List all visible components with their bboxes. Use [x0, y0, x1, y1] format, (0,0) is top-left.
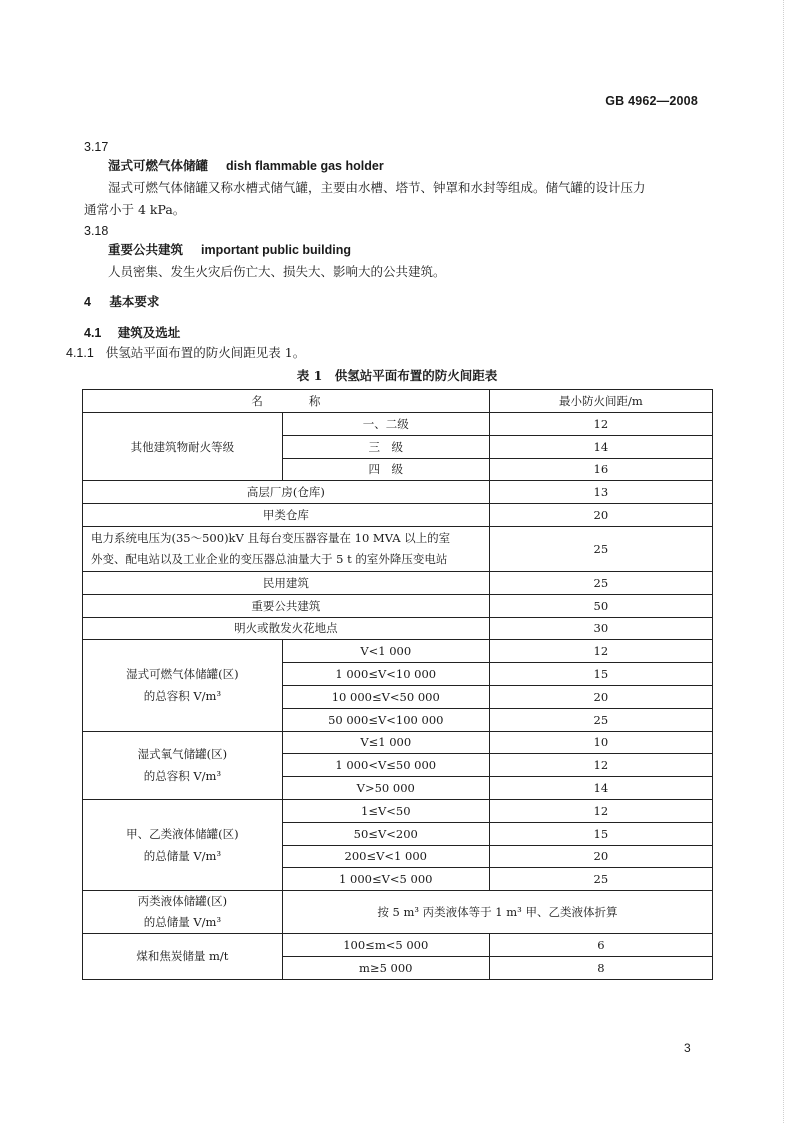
sub-item: 1 000≤V<5 000: [282, 868, 489, 891]
label-line2: 的总储量 V/m³: [143, 849, 222, 864]
sub-item: 100≤m<5 000: [282, 934, 489, 957]
section-title: 基本要求: [109, 294, 160, 309]
distance-value: 20: [489, 685, 712, 708]
distance-value: 20: [489, 845, 712, 868]
table-row: [83, 481, 713, 504]
term-cn: 湿式可燃气体储罐: [108, 158, 209, 173]
sub-item: 1 000<V≤50 000: [282, 754, 489, 777]
sub-item: m≥5 000: [282, 956, 489, 979]
power-station-item: [83, 526, 490, 571]
label-line2: 的总容积 V/m³: [143, 689, 222, 704]
liquid-ab-label: [83, 799, 283, 890]
distance-value: 25: [489, 868, 712, 891]
distance-value: 12: [489, 799, 712, 822]
distance-value: 14: [489, 435, 712, 458]
sub-item: 四 级: [282, 458, 489, 481]
table-row: [83, 504, 713, 527]
section-number-3-17: 3.17: [84, 140, 109, 154]
item-name: 甲类仓库: [83, 504, 490, 527]
distance-value: 25: [489, 526, 712, 571]
definition-3-18-line1: 人员密集、发生火灾后伤亡大、损失大、影响大的公共建筑。: [108, 264, 446, 279]
section-4-1-1: [66, 343, 692, 363]
header-name: 名 称: [83, 390, 490, 413]
table-row: [83, 731, 713, 754]
section-number: 4.1: [84, 326, 102, 340]
page-number: 3: [684, 1041, 691, 1055]
label-line1: 湿式可燃气体储罐(区): [126, 667, 239, 682]
label-line1: 甲、乙类液体储罐(区): [126, 827, 239, 842]
term-cn: 重要公共建筑: [108, 242, 184, 257]
sub-item: 10 000≤V<50 000: [282, 685, 489, 708]
section-4-1-heading: [84, 323, 710, 343]
distance-value: 8: [489, 956, 712, 979]
definition-3-17-line2: 通常小于 4 kPa。: [84, 202, 186, 217]
sub-item: 50≤V<200: [282, 822, 489, 845]
distance-value: 30: [489, 617, 712, 640]
liquid-c-label: [83, 891, 283, 934]
item-name: 民用建筑: [83, 571, 490, 594]
term-en: important public building: [201, 243, 351, 257]
sub-item: 200≤V<1 000: [282, 845, 489, 868]
sub-item: V≤1 000: [282, 731, 489, 754]
table-title: 表 1 供氢站平面布置的防火间距表: [296, 368, 498, 383]
section-number: 4.1.1: [66, 346, 94, 360]
distance-value: 12: [489, 754, 712, 777]
table-header-row: [83, 390, 713, 413]
section-4-heading: [84, 292, 710, 312]
sub-item: 50 000≤V<100 000: [282, 708, 489, 731]
section-number: 4: [84, 295, 91, 309]
power-line1: 电力系统电压为(35～500)kV 且每台变压器容量在 10 MVA 以上的室: [91, 530, 451, 545]
label-line1: 湿式氧气储罐(区): [137, 747, 228, 762]
table-row: [83, 594, 713, 617]
label-line2: 的总储量 V/m³: [143, 915, 222, 930]
gas-holder-label: [83, 640, 283, 731]
standard-number: GB 4962—2008: [605, 94, 698, 108]
distance-value: 25: [489, 571, 712, 594]
section-title: 建筑及选址: [117, 325, 181, 340]
label-line2: 的总容积 V/m³: [143, 769, 222, 784]
distance-value: 15: [489, 822, 712, 845]
distance-value: 12: [489, 640, 712, 663]
table-row: [83, 891, 713, 934]
distance-value: 50: [489, 594, 712, 617]
table-row: [83, 799, 713, 822]
distance-value: 15: [489, 663, 712, 686]
distance-value: 16: [489, 458, 712, 481]
table-row: [83, 934, 713, 957]
header-distance: 最小防火间距/m: [489, 390, 712, 413]
item-name: 明火或散发火花地点: [83, 617, 490, 640]
term-3-18: [108, 240, 710, 260]
fire-rating-label: 其他建筑物耐火等级: [83, 413, 283, 481]
term-3-17: [108, 156, 710, 176]
definition-3-17-line1: 湿式可燃气体储罐又称水槽式储气罐，主要由水槽、塔节、钟罩和水封等组成。储气罐的设计压力: [108, 180, 646, 195]
sub-item: 1≤V<50: [282, 799, 489, 822]
liquid-c-note: 按 5 m³ 丙类液体等于 1 m³ 甲、乙类液体折算: [282, 891, 712, 934]
distance-value: 14: [489, 777, 712, 800]
item-name: 重要公共建筑: [83, 594, 490, 617]
distance-value: 12: [489, 413, 712, 436]
oxygen-holder-label: [83, 731, 283, 799]
section-number-3-18: 3.18: [84, 224, 109, 238]
label-line1: 丙类液体储罐(区): [137, 894, 228, 909]
sub-item: 一、二级: [282, 413, 489, 436]
table-row: [83, 640, 713, 663]
page-edge: [782, 0, 784, 1123]
sub-item: V>50 000: [282, 777, 489, 800]
table-row: [83, 571, 713, 594]
table-row: [83, 617, 713, 640]
distance-value: 20: [489, 504, 712, 527]
sub-item: 三 级: [282, 435, 489, 458]
section-text: 供氢站平面布置的防火间距见表 1。: [105, 345, 306, 360]
sub-item: V<1 000: [282, 640, 489, 663]
fire-distance-table: [82, 389, 713, 980]
term-en: dish flammable gas holder: [226, 159, 384, 173]
coal-label: 煤和焦炭储量 m/t: [83, 934, 283, 980]
table-row: [83, 526, 713, 571]
sub-item: 1 000≤V<10 000: [282, 663, 489, 686]
distance-value: 13: [489, 481, 712, 504]
power-line2: 外变、配电站以及工业企业的变压器总油量大于 5 t 的室外降压变电站: [91, 551, 448, 566]
table-row: [83, 413, 713, 436]
distance-value: 10: [489, 731, 712, 754]
item-name: 高层厂房(仓库): [83, 481, 490, 504]
distance-value: 6: [489, 934, 712, 957]
distance-value: 25: [489, 708, 712, 731]
